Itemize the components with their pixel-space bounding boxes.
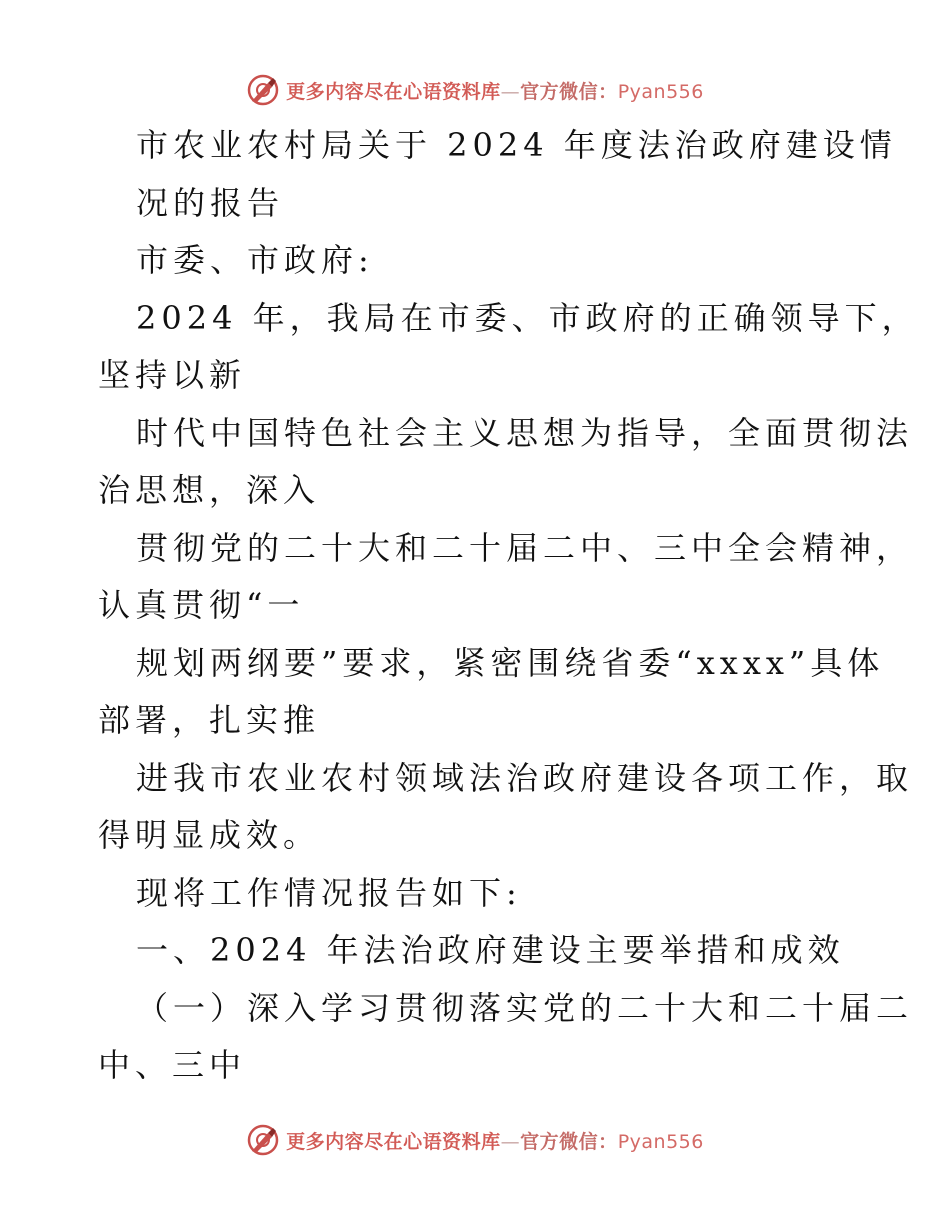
watermark-label: 官方微信： <box>520 80 618 103</box>
document-line: 2024 年，我局在市委、市政府的正确领导下， <box>136 298 919 337</box>
document-line: 时代中国特色社会主义思想为指导，全面贯彻法 <box>136 413 914 452</box>
document-line: 进我市农业农村领域法治政府建设各项工作，取 <box>136 758 914 797</box>
document-line: （一）深入学习贯彻落实党的二十大和二十届二 <box>136 988 914 1027</box>
watermark-separator: — <box>500 1130 521 1153</box>
pen-logo-icon <box>246 73 280 107</box>
document-line: 中、三中 <box>98 1046 247 1084</box>
document-line: 市农业农村局关于 2024 年度法治政府建设情 <box>136 126 897 164</box>
watermark-label: 官方微信： <box>520 1130 618 1153</box>
header-watermark <box>0 70 950 110</box>
watermark-wechat-id: Pyan556 <box>617 1130 704 1153</box>
watermark-wechat-id: Pyan556 <box>617 80 704 103</box>
document-line: 认真贯彻“一 <box>98 586 305 624</box>
document-line: 规划两纲要”要求，紧密围绕省委“xxxx”具体 <box>136 643 885 682</box>
watermark-brand: 更多内容尽在心语资料库 <box>286 1130 501 1153</box>
footer-watermark <box>0 1120 950 1160</box>
document-line: 现将工作情况报告如下: <box>136 873 522 912</box>
document-line: 市委、市政府: <box>136 241 374 279</box>
watermark-brand: 更多内容尽在心语资料库 <box>286 80 501 103</box>
watermark-separator: — <box>500 80 521 103</box>
document-line: 治思想，深入 <box>98 471 321 509</box>
document-body <box>98 117 919 1095</box>
pen-logo-icon <box>246 1123 280 1157</box>
document-line: 贯彻党的二十大和二十届二中、三中全会精神， <box>136 528 914 567</box>
document-line: 得明显成效。 <box>98 816 321 854</box>
document-line: 一、2024 年法治政府建设主要举措和成效 <box>136 931 845 969</box>
document-line: 况的报告 <box>136 183 285 222</box>
document-line: 部署，扎实推 <box>98 701 321 739</box>
document-line: 坚持以新 <box>98 356 247 394</box>
